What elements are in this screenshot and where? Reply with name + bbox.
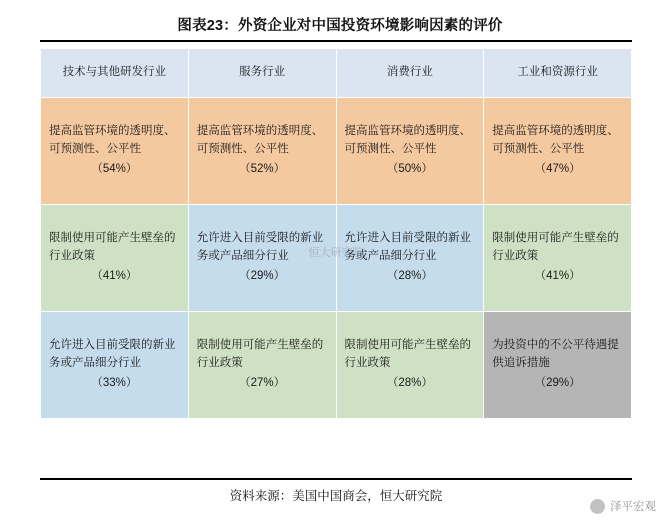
cell-label: 提高监管环境的透明度、可预测性、公平性	[196, 125, 324, 156]
watermark-center: 恒大研究院	[308, 247, 364, 259]
cell-value: （52%）	[239, 162, 286, 175]
cell-r3c1	[41, 312, 189, 419]
table-header-row	[41, 49, 632, 98]
cell-value: （50%）	[386, 162, 433, 175]
cell-label: 允许进入目前受限的新业务或产品细分行业	[344, 232, 471, 263]
cell-label: 允许进入目前受限的新业务或产品细分行业	[196, 232, 324, 263]
cell-r2c1	[41, 205, 189, 312]
cell-r2c4	[484, 205, 632, 312]
cell-value: （41%）	[534, 269, 581, 282]
cell-label: 为投资中的不公平待遇提供追诉措施	[492, 339, 619, 370]
column-header-services: 服务行业	[188, 49, 336, 98]
cell-r1c2	[188, 98, 336, 205]
cell-value: （47%）	[534, 162, 581, 175]
cell-value: （54%）	[91, 162, 138, 175]
table-header	[41, 49, 632, 98]
table-body	[41, 98, 632, 419]
column-header-technology: 技术与其他研发行业	[41, 49, 189, 98]
table-row	[41, 205, 632, 312]
cell-value: （41%）	[91, 269, 138, 282]
cell-r3c4	[484, 312, 632, 419]
cell-r2c3	[336, 205, 484, 312]
bottom-rule	[40, 478, 632, 480]
cell-r3c3	[336, 312, 484, 419]
cell-r1c1	[41, 98, 189, 205]
cell-label: 限制使用可能产生壁垒的行业政策	[344, 339, 471, 370]
cell-value: （27%）	[239, 376, 286, 389]
cell-r2c2	[188, 205, 336, 312]
cell-r1c3	[336, 98, 484, 205]
column-header-industrial: 工业和资源行业	[484, 49, 632, 98]
source-note: 资料来源：美国中国商会，恒大研究院	[229, 489, 443, 503]
matrix-table	[40, 48, 632, 419]
cell-value: （33%）	[91, 376, 138, 389]
watermark-brand-label: 泽平宏观	[610, 501, 656, 513]
cell-label: 允许进入目前受限的新业务或产品细分行业	[49, 339, 176, 370]
cell-value: （29%）	[239, 269, 286, 282]
table-row	[41, 98, 632, 205]
column-header-consumer: 消费行业	[336, 49, 484, 98]
table-row	[41, 312, 632, 419]
cell-value: （28%）	[386, 269, 433, 282]
top-rule	[40, 40, 632, 42]
matrix-table-wrapper	[40, 48, 632, 419]
cell-value: （28%）	[386, 376, 433, 389]
cell-value: （29%）	[534, 376, 581, 389]
cell-label: 提高监管环境的透明度、可预测性、公平性	[344, 125, 471, 156]
cell-label: 限制使用可能产生壁垒的行业政策	[492, 232, 619, 263]
page-title: 图表23：外资企业对中国投资环境影响因素的评价	[177, 18, 503, 34]
cell-label: 提高监管环境的透明度、可预测性、公平性	[492, 125, 619, 156]
cell-label: 提高监管环境的透明度、可预测性、公平性	[49, 125, 176, 156]
cell-label: 限制使用可能产生壁垒的行业政策	[49, 232, 176, 263]
cell-r1c4	[484, 98, 632, 205]
cell-r3c2	[188, 312, 336, 419]
cell-label: 限制使用可能产生壁垒的行业政策	[196, 339, 324, 370]
